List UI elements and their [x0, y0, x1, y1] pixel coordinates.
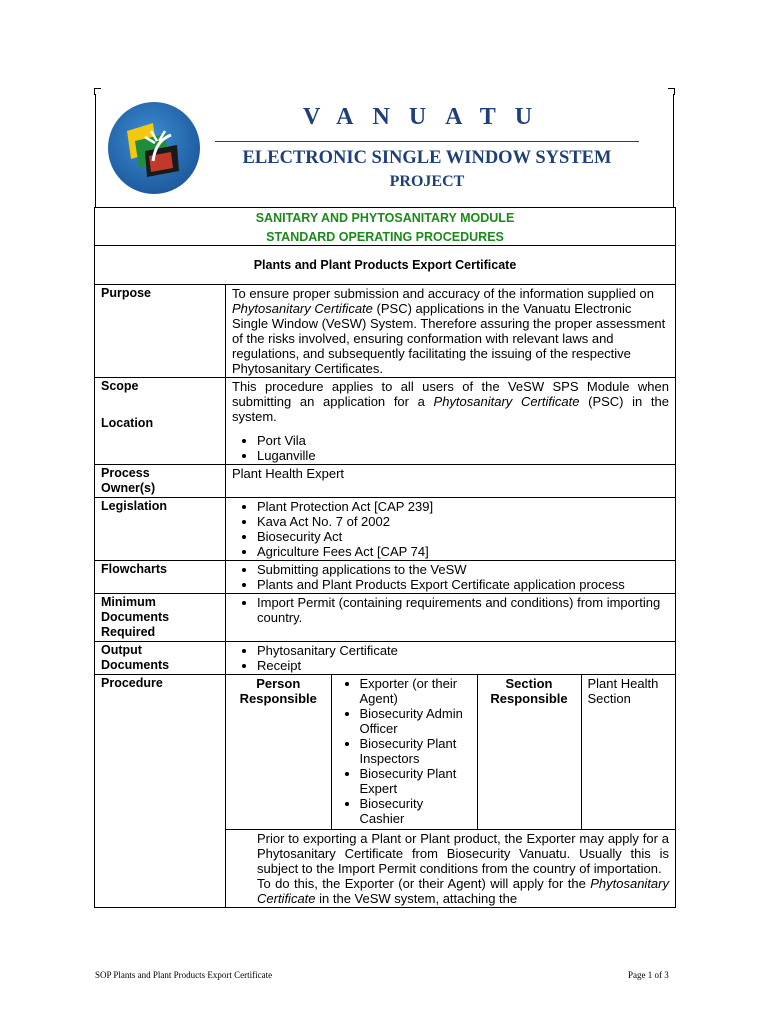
minimum-documents-label-line-3: Required: [101, 625, 156, 639]
minimum-documents-label-line-1: Minimum: [101, 595, 156, 609]
procedure-description: [226, 830, 676, 908]
process-owner-label-line-2: Owner(s): [101, 481, 156, 495]
person-responsible-header-line-1: Person: [256, 676, 301, 691]
output-documents-label-line-2: Documents: [101, 658, 170, 672]
list-item: • Receipt: [257, 658, 669, 673]
minimum-documents-label: [95, 594, 226, 642]
section-responsible-header-line-1: Section: [505, 676, 553, 691]
list-item: • Import Permit (containing requirements and conditions) from importing country.: [257, 595, 669, 625]
legislation-cell: [226, 498, 676, 561]
list-item: • Kava Act No. 7 of 2002: [257, 514, 669, 529]
flowcharts-list: [232, 562, 669, 592]
output-documents-label: [95, 642, 226, 675]
procedure-paragraph-2-part-1: To do this, the Exporter (or their Agent) will apply for the: [257, 876, 591, 891]
procedure-paragraph-2-italic: Phytosanitary Certificate: [257, 876, 669, 906]
procedure-label: Procedure: [95, 675, 226, 908]
purpose-text-part-1: To ensure proper submission and accuracy of the information supplied on: [232, 286, 655, 301]
list-item: • Port Vila: [257, 433, 669, 448]
scope-text: [226, 378, 676, 465]
minimum-documents-cell: [226, 594, 676, 642]
list-item: • Phytosanitary Certificate: [257, 643, 669, 658]
document-title: Plants and Plant Products Export Certificate: [95, 246, 676, 285]
minimum-documents-label-line-2: Documents: [101, 610, 170, 624]
procedure-paragraph-1: Prior to exporting a Plant or Plant product, the Exporter may apply for a Phytosanitary Certificate from Biosecurity Vanuatu. Usually this is subject to the Import Permit conditions from the country of importation.: [257, 831, 669, 876]
brand-country: VANUATU: [302, 104, 552, 130]
section-responsible-header: [477, 675, 581, 829]
person-responsible-header: [226, 675, 331, 829]
brand-subtitle: PROJECT: [389, 173, 465, 190]
location-label: Location: [101, 416, 154, 430]
list-item: • Biosecurity Act: [257, 529, 669, 544]
list-item: • Biosecurity Cashier: [360, 796, 471, 826]
purpose-text-part-2: (PSC) applications in the Vanuatu Electronic Single Window (VeSW) System. Therefore assuring the proper assessment of the risks involved, ensuring conformation with relevant laws and regulations, and subsequently facilitating the issuing of the respective Phytosanitary Certificates.: [232, 301, 666, 376]
module-line-2: STANDARD OPERATING PROCEDURES: [266, 230, 504, 244]
vesw-logo-icon: [105, 101, 203, 195]
footer-page-number: Page 1 of 3: [628, 970, 669, 980]
brand-title: ELECTRONIC SINGLE WINDOW SYSTEM: [242, 148, 612, 168]
purpose-label: Purpose: [95, 285, 226, 378]
list-item: • Plant Protection Act [CAP 239]: [257, 499, 669, 514]
list-item: • Biosecurity Plant Inspectors: [360, 736, 471, 766]
procedure-paragraph-2-part-2: in the VeSW system, attaching the: [315, 891, 518, 906]
responsibility-table: [226, 675, 676, 829]
purpose-text: [226, 285, 676, 378]
section-responsible-value: Plant Health Section: [581, 675, 676, 829]
list-item: • Exporter (or their Agent): [360, 676, 471, 706]
brand-divider: [215, 141, 639, 142]
output-documents-list: [232, 643, 669, 673]
purpose-text-italic: Phytosanitary Certificate: [232, 301, 373, 316]
output-documents-label-line-1: Output: [101, 643, 142, 657]
procedure-paragraph-2: [257, 876, 669, 906]
list-item: • Agriculture Fees Act [CAP 74]: [257, 544, 669, 559]
module-heading: [95, 208, 676, 246]
procedure-responsibility-cell: [226, 675, 676, 830]
location-list: [232, 433, 669, 463]
process-owner-label-line-1: Process: [101, 466, 150, 480]
scope-label: Scope: [101, 379, 139, 393]
list-item: • Submitting applications to the VeSW: [257, 562, 669, 577]
output-documents-cell: [226, 642, 676, 675]
list-item: • Luganville: [257, 448, 669, 463]
scope-label-cell: [95, 378, 226, 465]
list-item: • Plants and Plant Products Export Certificate application process: [257, 577, 669, 592]
list-item: • Biosecurity Admin Officer: [360, 706, 471, 736]
legislation-list: [232, 499, 669, 559]
sop-table: [94, 207, 676, 908]
scope-text-italic: Phytosanitary Certificate: [433, 394, 580, 409]
persons-list: [338, 676, 471, 826]
section-responsible-header-line-2: Responsible: [490, 691, 568, 706]
flowcharts-label: Flowcharts: [95, 561, 226, 594]
legislation-label: Legislation: [95, 498, 226, 561]
process-owner-label: [95, 465, 226, 498]
module-line-1: SANITARY AND PHYTOSANITARY MODULE: [255, 211, 515, 225]
list-item: • Biosecurity Plant Expert: [360, 766, 471, 796]
scope-text-part-2: (PSC) in the system.: [232, 394, 669, 424]
person-responsible-header-line-2: Responsible: [239, 691, 317, 706]
process-owner-value: Plant Health Expert: [226, 465, 676, 498]
scope-text-part-1: This procedure applies to all users of the VeSW SPS Module when submitting an application for a: [232, 379, 669, 409]
minimum-documents-list: [232, 595, 669, 625]
footer-document-name: SOP Plants and Plant Products Export Certificate: [95, 970, 273, 980]
flowcharts-cell: [226, 561, 676, 594]
persons-cell: [331, 675, 477, 829]
